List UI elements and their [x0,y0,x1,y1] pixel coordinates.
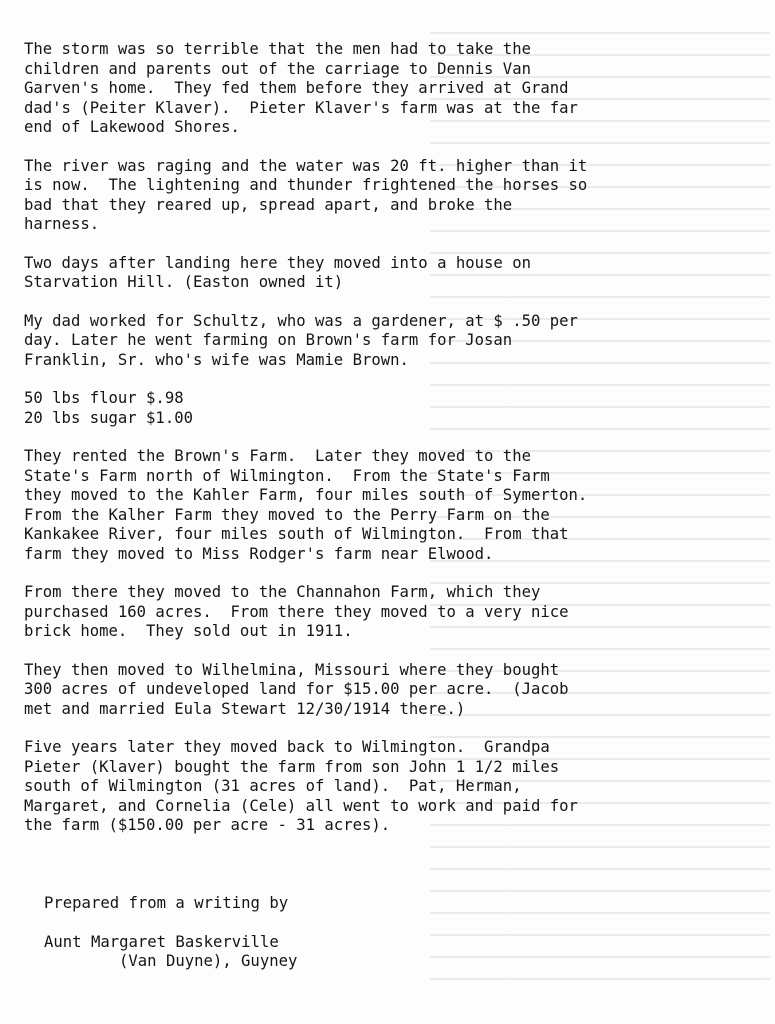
text-line: 300 acres of undeveloped land for $15.00 per acre. (Jacob [24,680,569,698]
paragraph-channahon [24,583,764,642]
text-line: The storm was so terrible that the men had to take the [24,40,531,58]
text-line: south of Wilmington (31 acres of land). Pat, Herman, [24,777,522,795]
text-line: They then moved to Wilhelmina, Missouri where they bought [24,660,560,679]
text-line: Five years later they moved back to Wilmington. Grandpa [24,738,550,756]
text-line: From there they moved to the Channahon Farm, which they [24,583,541,601]
text-line: Kankakee River, four miles south of Wilmington. From that [24,525,569,543]
text-line: met and married Eula Stewart 12/30/1914 there.) [24,699,466,718]
text-line: From the Kalher Farm they moved to the Perry Farm on the [24,505,550,524]
paragraph-return [24,738,764,836]
text-line: Pieter (Klaver) bought the farm from son John 1 1/2 miles [24,757,560,776]
text-line: bad that they reared up, spread apart, and broke the [24,195,513,214]
text-line: purchased 160 acres. From there they moved to a very nice [24,602,569,621]
signature-prepared-line: Prepared from a writing by [44,893,289,912]
text-line: Margaret, and Cornelia (Cele) all went to work and paid for [24,796,578,815]
paragraph-storm [24,40,764,138]
text-line: Franklin, Sr. who's wife was Mamie Brown. [24,350,409,369]
text-line: State's Farm north of Wilmington. From the State's Farm [24,466,550,485]
text-line: 20 lbs sugar $1.00 [24,408,193,427]
signature-author-details: (Van Duyne), Guyney [119,952,298,970]
text-line: dad's (Peiter Klaver). Pieter Klaver's farm was at the far [24,98,578,117]
text-line: harness. [24,215,100,233]
text-line: Two days after landing here they moved into a house on [24,253,531,272]
paragraph-missouri [24,661,764,720]
text-line: 50 lbs flour $.98 [24,389,184,407]
paragraph-farms [24,447,764,564]
text-line: My dad worked for Schultz, who was a gardener, at $ .50 per [24,311,578,330]
signature-block [24,894,764,972]
text-line: end of Lakewood Shores. [24,118,240,136]
text-line: farm they moved to Miss Rodger's farm near Elwood. [24,544,494,563]
signature-spacer [24,913,764,933]
text-line: they moved to the Kahler Farm, four miles south of Symerton. [24,486,588,504]
text-line: is now. The lightening and thunder frightened the horses so [24,176,588,194]
text-line: the farm ($150.00 per acre - 31 acres). [24,816,391,834]
text-line: Starvation Hill. (Easton owned it) [24,273,344,291]
signature-author-name: Aunt Margaret Baskerville [44,932,279,951]
text-line: They rented the Brown's Farm. Later they moved to the [24,447,531,465]
paragraph-starvation-hill [24,254,764,293]
document-body [24,40,764,991]
text-line: children and parents out of the carriage to Dennis Van [24,59,531,78]
text-line: The river was raging and the water was 20 ft. higher than it [24,156,588,175]
paragraph-river [24,157,764,235]
text-line: day. Later he went farming on Brown's farm for Josan [24,331,513,349]
text-line: brick home. They sold out in 1911. [24,622,353,640]
paragraph-prices [24,389,764,428]
text-line: Garven's home. They fed them before they arrived at Grand [24,79,569,97]
paragraph-schultz [24,312,764,371]
